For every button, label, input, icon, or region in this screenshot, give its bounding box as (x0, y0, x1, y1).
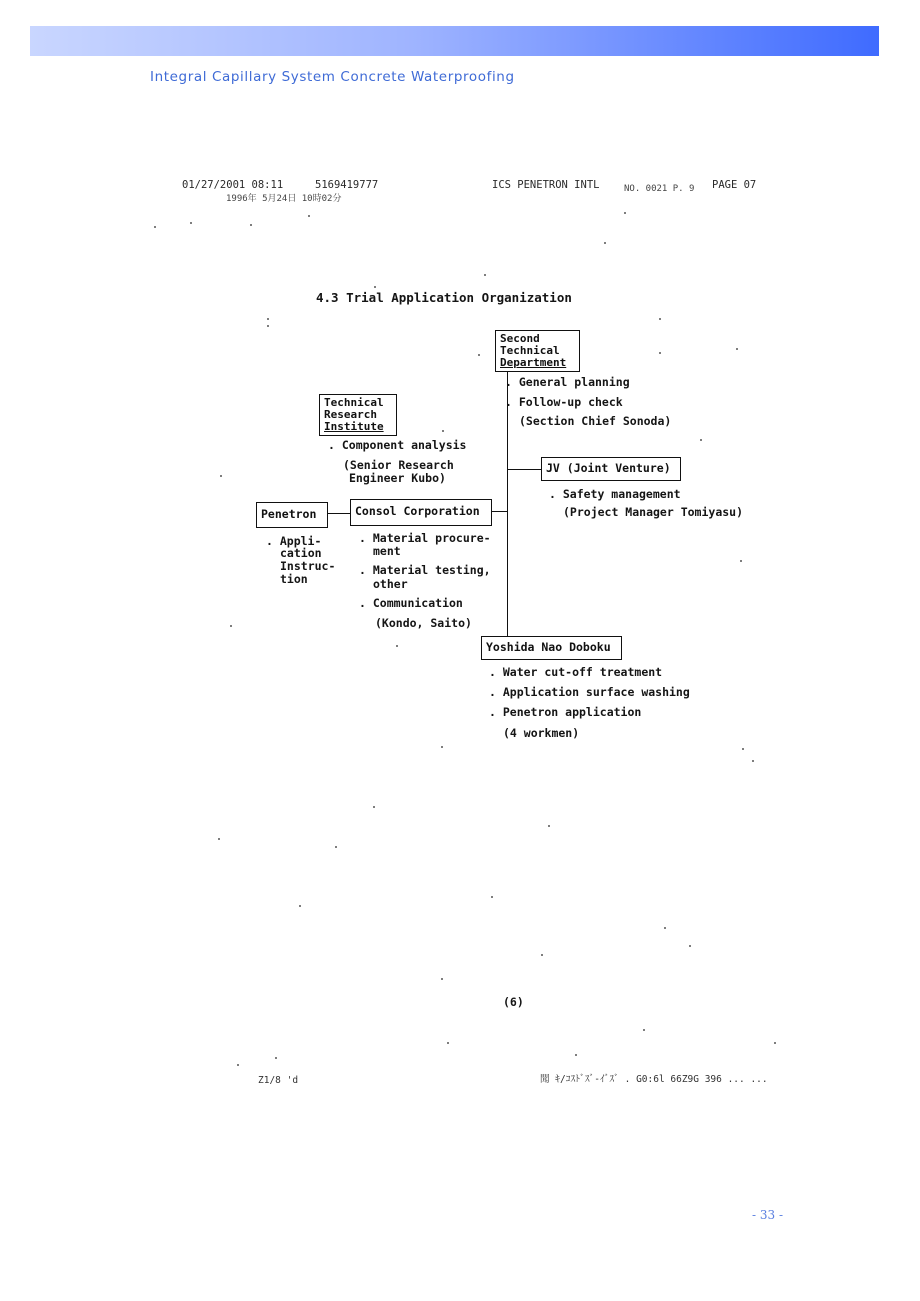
scan-speck (491, 896, 493, 898)
scan-speck (441, 746, 443, 748)
connector-to-jv (507, 469, 541, 470)
scan-speck (299, 905, 301, 907)
second-technical-line-2: Technical (500, 344, 560, 358)
scan-speck (335, 846, 337, 848)
connector-penetron-consol (328, 513, 350, 514)
scan-speck (643, 1029, 645, 1031)
box-joint-venture (541, 457, 681, 481)
consol-bullet-2: ment (373, 544, 401, 558)
box-consol-corporation (350, 499, 492, 526)
consol-bullet-5: . Communication (359, 596, 463, 610)
penetron-bullet-2: cation (280, 546, 322, 560)
scan-speck (220, 475, 222, 477)
penetron-bullet-4: tion (280, 572, 308, 586)
document-title: Integral Capillary System Concrete Waterproofing (150, 69, 515, 85)
consol-bullet-4: other (373, 577, 408, 591)
scan-speck (736, 348, 738, 350)
yoshida-bullet-2: . Application surface washing (489, 685, 690, 699)
technical-research-line-1: Technical (324, 396, 384, 409)
scan-footer-right: 聞 ｷ/ｺｽﾄﾞｽﾞ-ｲﾞｽﾞ . G0:6l 66Z9G 396 ... ... (540, 1074, 768, 1085)
scan-speck (740, 560, 742, 562)
scan-speck (700, 439, 702, 441)
scan-speck (267, 318, 269, 320)
scan-speck (484, 274, 486, 276)
fax-phone: 5169419777 (315, 179, 379, 191)
scan-speck (374, 286, 376, 288)
fax-date-time: 01/27/2001 08:11 (182, 179, 284, 191)
penetron-bullet-3: Instruc- (280, 559, 336, 573)
scan-speck (441, 978, 443, 980)
scan-speck (154, 226, 156, 228)
fax-jp-stamp: 1996年 5月24日 10時02分 (226, 194, 342, 204)
scan-speck (774, 1042, 776, 1044)
box-second-technical-department (495, 330, 580, 372)
scan-speck (396, 645, 398, 647)
box-penetron (256, 502, 328, 528)
scan-speck (218, 838, 220, 840)
second-technical-bullet-3: (Section Chief Sonoda) (519, 414, 672, 428)
header-banner (30, 26, 879, 56)
joint-venture-bullet-1: . Safety management (549, 487, 681, 501)
scan-speck (250, 224, 252, 226)
joint-venture-label: JV (Joint Venture) (546, 461, 671, 475)
scan-speck (478, 354, 480, 356)
scan-speck (752, 760, 754, 762)
consol-bullet-3: . Material testing, (359, 563, 491, 577)
scan-speck (689, 945, 691, 947)
page-number: - 33 - (752, 1208, 784, 1222)
scan-speck (604, 242, 606, 244)
technical-research-line-2: Research (324, 408, 377, 422)
scan-speck (575, 1054, 577, 1056)
technical-research-bullet-1: . Component analysis (328, 438, 467, 452)
box-yoshida-nao-doboku (481, 636, 622, 660)
scan-speck (447, 1042, 449, 1044)
scan-speck (624, 212, 626, 214)
second-technical-line-3: Department (500, 356, 567, 370)
scan-speck (548, 825, 550, 827)
joint-venture-bullet-2: (Project Manager Tomiyasu) (563, 505, 744, 519)
penetron-label: Penetron (261, 507, 317, 521)
scan-speck (373, 806, 375, 808)
scan-speck (275, 1057, 277, 1059)
scan-page-number: (6) (503, 995, 524, 1009)
scan-speck (659, 318, 661, 320)
technical-research-line-3: Institute (324, 420, 384, 434)
fax-page-label: PAGE 07 (712, 179, 757, 191)
yoshida-bullet-1: . Water cut-off treatment (489, 665, 663, 679)
penetron-bullet-1: . Appli- (266, 534, 322, 548)
scan-speck (442, 430, 444, 432)
scan-speck (237, 1064, 239, 1066)
second-technical-bullet-2: . Follow-up check (505, 395, 623, 409)
connector-consol-main (492, 511, 507, 512)
scan-speck (230, 625, 232, 627)
scan-speck (664, 927, 666, 929)
fax-garbled-number: NO. 0021 P. 9 (624, 184, 695, 194)
scan-speck (659, 352, 661, 354)
scan-speck (267, 325, 269, 327)
scan-speck (541, 954, 543, 956)
scan-speck (190, 222, 192, 224)
technical-research-bullet-2: (Senior Research (343, 458, 454, 472)
scan-speck (742, 748, 744, 750)
main-vertical-connector (507, 372, 508, 636)
yoshida-bullet-3: . Penetron application (489, 705, 642, 719)
technical-research-bullet-3: Engineer Kubo) (349, 471, 446, 485)
section-title: 4.3 Trial Application Organization (316, 290, 572, 305)
consol-bullet-1: . Material procure- (359, 531, 491, 545)
box-technical-research-institute (319, 394, 397, 436)
consol-label: Consol Corporation (355, 504, 480, 518)
yoshida-bullet-4: (4 workmen) (503, 726, 580, 740)
consol-bullet-6: (Kondo, Saito) (375, 616, 472, 630)
second-technical-line-1: Second (500, 332, 540, 345)
yoshida-label: Yoshida Nao Doboku (486, 640, 611, 654)
scan-footer-left: Z1/8 'd (258, 1075, 299, 1086)
fax-sender: ICS PENETRON INTL (492, 179, 600, 191)
second-technical-bullet-1: . General planning (505, 375, 630, 389)
scan-speck (308, 215, 310, 217)
